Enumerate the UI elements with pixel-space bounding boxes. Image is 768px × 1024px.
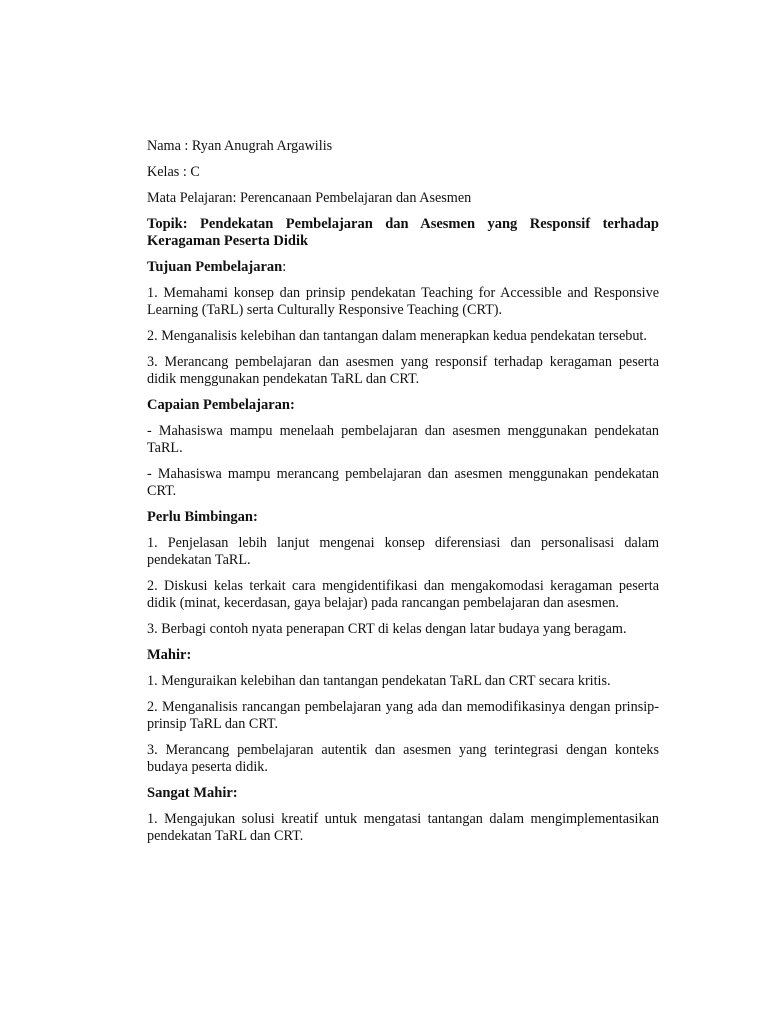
proficient-item-2: 2. Menganalisis rancangan pembelajaran yang ada dan memodifikasinya dengan prinsip-prinsip TaRL dan CRT. (147, 699, 659, 732)
needs-guidance-item-1: 1. Penjelasan lebih lanjut mengenai konsep diferensiasi dan personalisasi dalam pendekatan TaRL. (147, 535, 659, 568)
proficient-item-3: 3. Merancang pembelajaran autentik dan asesmen yang terintegrasi dengan konteks budaya peserta didik. (147, 742, 659, 775)
needs-guidance-item-3: 3. Berbagi contoh nyata penerapan CRT di kelas dengan latar budaya yang beragam. (147, 621, 627, 637)
outcome-item-1: - Mahasiswa mampu menelaah pembelajaran dan asesmen menggunakan pendekatan TaRL. (147, 423, 659, 456)
needs-guidance-item-2: 2. Diskusi kelas terkait cara mengidentifikasi dan mengakomodasi keragaman peserta didik (minat, kecerdasan, gaya belajar) pada rancangan pembelajaran dan asesmen. (147, 578, 659, 611)
learning-objectives-colon: : (282, 259, 287, 275)
objective-item-3: 3. Merancang pembelajaran dan asesmen yang responsif terhadap keragaman peserta didik menggunakan pendekatan TaRL dan CRT. (147, 354, 659, 387)
objective-item-2: 2. Menganalisis kelebihan dan tantangan dalam menerapkan kedua pendekatan tersebut. (147, 328, 647, 344)
needs-guidance-heading: Perlu Bimbingan: (147, 509, 258, 525)
learning-objectives-heading (147, 259, 659, 276)
very-proficient-item-1: 1. Mengajukan solusi kreatif untuk mengatasi tantangan dalam mengimplementasikan pendekatan TaRL dan CRT. (147, 811, 659, 844)
objective-item-1: 1. Memahami konsep dan prinsip pendekatan Teaching for Accessible and Responsive Learning (TaRL) serta Culturally Responsive Teaching (CRT). (147, 285, 659, 318)
course-name: Mata Pelajaran: Perencanaan Pembelajaran dan Asesmen (147, 190, 472, 206)
student-class: Kelas : C (147, 164, 200, 180)
topic-heading: Topik: Pendekatan Pembelajaran dan Asesmen yang Responsif terhadap Keragaman Peserta Didik (147, 216, 659, 249)
proficient-item-1: 1. Menguraikan kelebihan dan tantangan pendekatan TaRL dan CRT secara kritis. (147, 673, 611, 689)
very-proficient-heading: Sangat Mahir: (147, 785, 238, 801)
document-page (147, 138, 659, 854)
proficient-heading: Mahir: (147, 647, 192, 663)
learning-objectives-heading-text: Tujuan Pembelajaran (147, 259, 283, 275)
outcome-item-2: - Mahasiswa mampu merancang pembelajaran dan asesmen menggunakan pendekatan CRT. (147, 466, 659, 499)
student-name: Nama : Ryan Anugrah Argawilis (147, 138, 333, 154)
learning-outcomes-heading: Capaian Pembelajaran: (147, 397, 295, 413)
